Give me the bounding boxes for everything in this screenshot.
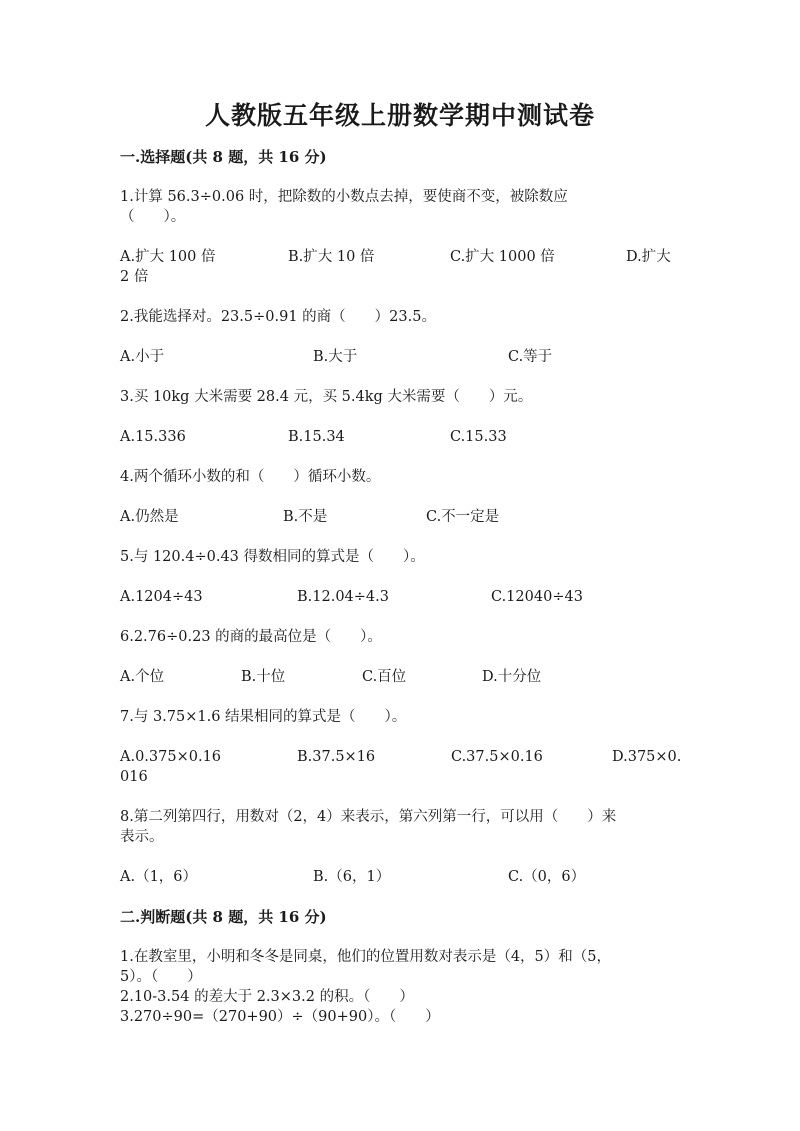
judge-item: 5）。（ ）	[120, 969, 202, 985]
question-stem: 4.两个循环小数的和（ ）循环小数。	[120, 469, 381, 485]
judge-item: 2.10-3.54 的差大于 2.3×3.2 的积。（ ）	[120, 989, 414, 1005]
question-5	[120, 547, 680, 607]
judge-item: 1.在教室里，小明和冬冬是同桌，他们的位置用数对表示是（4，5）和（5，	[120, 949, 612, 965]
option-wrap-text: 016	[120, 769, 148, 785]
options-row	[120, 747, 680, 767]
option-c[interactable]: C.（0，6）	[508, 869, 586, 885]
option-a[interactable]: A.个位	[120, 669, 165, 685]
question-1	[120, 187, 680, 287]
option-c[interactable]: C.百位	[362, 669, 407, 685]
document-title: 人教版五年级上册数学期中测试卷	[204, 101, 595, 130]
options-row	[120, 667, 680, 687]
option-c[interactable]: C.扩大 1000 倍	[450, 249, 555, 265]
question-4	[120, 467, 680, 527]
option-d[interactable]: D.扩大	[626, 249, 671, 265]
option-a[interactable]: A.15.336	[120, 429, 186, 445]
option-b[interactable]: B.37.5×16	[297, 749, 376, 765]
option-b[interactable]: B.扩大 10 倍	[288, 249, 375, 265]
question-8	[120, 807, 680, 887]
question-6	[120, 627, 680, 687]
question-stem: 8.第二列第四行，用数对（2，4）来表示，第六列第一行，可以用（ ）来 表示。	[120, 809, 617, 845]
option-b[interactable]: B.不是	[283, 509, 328, 525]
options-row	[120, 347, 680, 367]
spacer	[120, 887, 680, 907]
judge-item: 3.270÷90=（270+90）÷（90+90）。（ ）	[120, 1009, 440, 1025]
option-a[interactable]: A.扩大 100 倍	[120, 249, 216, 265]
options-row	[120, 247, 680, 267]
question-stem: 7.与 3.75×1.6 结果相同的算式是（ ）。	[120, 709, 407, 725]
option-c[interactable]: C.12040÷43	[491, 589, 583, 605]
option-c[interactable]: C.不一定是	[426, 509, 500, 525]
question-stem: 3.买 10kg 大米需要 28.4 元，买 5.4kg 大米需要（ ）元。	[120, 389, 533, 405]
option-a[interactable]: A.1204÷43	[120, 589, 203, 605]
options-row	[120, 427, 680, 447]
option-b[interactable]: B.（6，1）	[313, 869, 391, 885]
section-heading-judge: 二.判断题(共 8 题，共 16 分)	[120, 908, 327, 926]
question-stem: 5.与 120.4÷0.43 得数相同的算式是（ ）。	[120, 549, 425, 565]
option-c[interactable]: C.15.33	[450, 429, 507, 445]
option-d[interactable]: D.十分位	[482, 669, 542, 685]
question-2	[120, 307, 680, 367]
judge-list	[120, 947, 680, 1027]
question-7	[120, 707, 680, 787]
option-b[interactable]: B.大于	[313, 349, 358, 365]
option-wrap-text: 2 倍	[120, 269, 149, 285]
options-row	[120, 507, 680, 527]
option-d[interactable]: D.375×0.	[612, 749, 682, 765]
question-stem: 6.2.76÷0.23 的商的最高位是（ ）。	[120, 629, 382, 645]
section-heading-choice: 一.选择题(共 8 题，共 16 分)	[120, 148, 327, 166]
option-a[interactable]: A.小于	[120, 349, 165, 365]
option-b[interactable]: B.12.04÷4.3	[297, 589, 389, 605]
option-b[interactable]: B.十位	[241, 669, 286, 685]
option-c[interactable]: C.等于	[508, 349, 553, 365]
option-b[interactable]: B.15.34	[288, 429, 345, 445]
options-row	[120, 867, 680, 887]
option-a[interactable]: A.（1，6）	[120, 869, 198, 885]
option-a[interactable]: A.0.375×0.16	[120, 749, 222, 765]
option-c[interactable]: C.37.5×0.16	[451, 749, 543, 765]
question-stem: 2.我能选择对。23.5÷0.91 的商（ ）23.5。	[120, 309, 436, 325]
question-stem: 1.计算 56.3÷0.06 时，把除数的小数点去掉，要使商不变，被除数应 （ ）。	[120, 189, 568, 225]
option-a[interactable]: A.仍然是	[120, 509, 179, 525]
options-row	[120, 587, 680, 607]
question-3	[120, 387, 680, 447]
